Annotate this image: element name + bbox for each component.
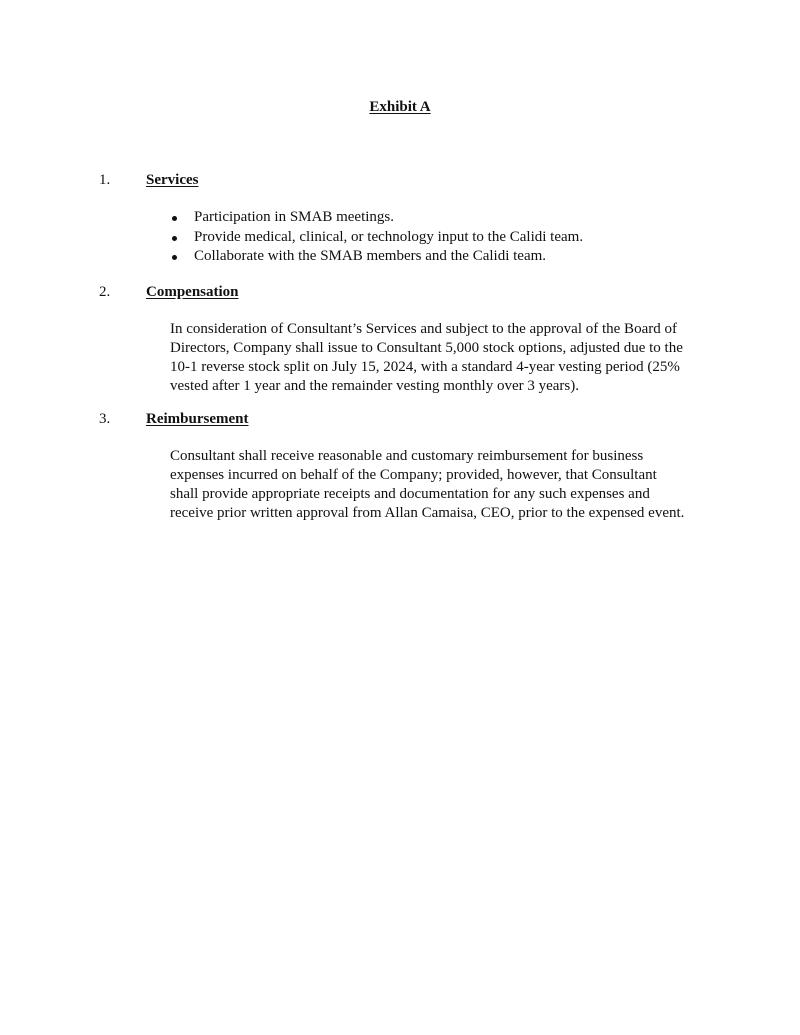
paragraph-line: Directors, Company shall issue to Consultant 5,000 stock options, adjusted due to the bbox=[170, 340, 683, 356]
section-3-number: 3. bbox=[99, 411, 111, 427]
bullet-item: Participation in SMAB meetings. bbox=[170, 208, 583, 228]
section-1-heading: Services bbox=[146, 172, 199, 188]
services-bullet-list bbox=[170, 208, 583, 267]
paragraph-line: 10-1 reverse stock split on July 15, 2024, with a standard 4-year vesting period (25% bbox=[170, 359, 680, 375]
section-1-number: 1. bbox=[99, 172, 111, 188]
document-title: Exhibit A bbox=[369, 99, 431, 115]
section-3-heading: Reimbursement bbox=[146, 411, 249, 427]
paragraph-line: In consideration of Consultant’s Services and subject to the approval of the Board of bbox=[170, 321, 677, 337]
paragraph-line: shall provide appropriate receipts and documentation for any such expenses and bbox=[170, 486, 650, 502]
bullet-item: Collaborate with the SMAB members and the Calidi team. bbox=[170, 247, 583, 267]
paragraph-line: expenses incurred on behalf of the Company; provided, however, that Consultant bbox=[170, 467, 657, 483]
bullet-item: Provide medical, clinical, or technology input to the Calidi team. bbox=[170, 228, 583, 248]
paragraph-line: Consultant shall receive reasonable and customary reimbursement for business bbox=[170, 448, 644, 464]
reimbursement-paragraph bbox=[170, 447, 684, 523]
paragraph-line: vested after 1 year and the remainder vesting monthly over 3 years). bbox=[170, 378, 580, 394]
section-2-heading: Compensation bbox=[146, 284, 239, 300]
paragraph-line: receive prior written approval from Allan Camaisa, CEO, prior to the expensed event. bbox=[170, 505, 685, 521]
compensation-paragraph bbox=[170, 320, 683, 396]
section-2-number: 2. bbox=[99, 284, 111, 300]
